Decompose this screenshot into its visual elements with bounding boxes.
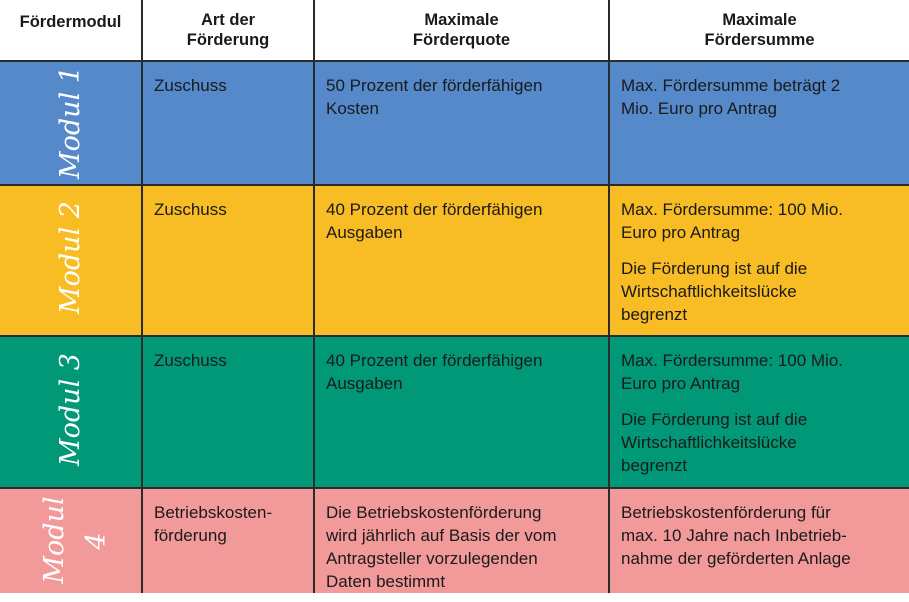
modul-4-summe-text: Betriebskostenförderung für max. 10 Jahre nach Inbetrieb- nahme der geförderten Anlage (621, 503, 851, 568)
header-maximale-foerderquote (315, 0, 608, 60)
table-header-row (0, 0, 909, 62)
table-row-modul-3 (0, 337, 909, 489)
header-art-der-foerderung (143, 0, 313, 60)
modul-2-summe-text-1: Max. Fördersumme: 100 Mio. Euro pro Antrag (621, 200, 844, 242)
modul-2-summe-text-2: Die Förderung ist auf die Wirtschaftlichkeitslücke begrenzt (621, 259, 808, 324)
modul-4-quote (326, 489, 606, 593)
modul-2-summe (621, 186, 906, 326)
header-foerdermodul (0, 0, 141, 60)
modul-4-summe (621, 489, 906, 570)
modul-3-summe (621, 337, 906, 477)
modul-1-quote-text: 50 Prozent der förderfähigen Kosten (326, 76, 543, 118)
header-summe-line1: Maximale (722, 11, 797, 29)
modul-2-label: Modul 2 (55, 201, 86, 314)
modul-1-art (154, 62, 309, 97)
modul-4-art (154, 489, 309, 547)
header-summe-line2: Fördersumme (704, 31, 815, 49)
modul-4-number: 4 (81, 532, 112, 550)
modul-2-art-text: Zuschuss (154, 200, 227, 219)
table-row-modul-4 (0, 489, 909, 593)
modul-4-label: Modul (39, 496, 70, 584)
header-quote-line1: Maximale (424, 11, 499, 29)
column-divider-3 (608, 0, 610, 593)
modul-1-summe-text: Max. Fördersumme beträgt 2 Mio. Euro pro Antrag (621, 76, 841, 118)
header-art-line1: Art der (200, 11, 256, 29)
modul-4-art-text: Betriebskosten- förderung (154, 503, 273, 545)
modul-2-quote (326, 186, 606, 244)
modul-3-summe-text-2: Die Förderung ist auf die Wirtschaftlichkeitslücke begrenzt (621, 410, 808, 475)
modul-1-label: Modul 1 (55, 66, 86, 179)
modul-1-quote (326, 62, 606, 120)
header-quote-line2: Förderquote (412, 31, 511, 49)
modul-3-quote (326, 337, 606, 395)
header-maximale-foerdersumme (610, 0, 909, 60)
table-row-modul-1 (0, 62, 909, 186)
modul-4-quote-text: Die Betriebskostenförderung wird jährlich auf Basis der vom Antragsteller vorzulegenden Daten bestimmt (326, 503, 557, 591)
header-foerdermodul-text: Fördermodul (19, 13, 122, 31)
header-art-line2: Förderung (186, 31, 270, 49)
modul-1-summe (621, 62, 906, 120)
modul-3-label: Modul 3 (55, 353, 86, 466)
modul-3-quote-text: 40 Prozent der förderfähigen Ausgaben (326, 351, 543, 393)
column-divider-2 (313, 0, 315, 593)
table-row-modul-2 (0, 186, 909, 337)
modul-1-art-text: Zuschuss (154, 76, 227, 95)
modul-2-art (154, 186, 309, 221)
modul-3-art (154, 337, 309, 372)
modul-2-quote-text: 40 Prozent der förderfähigen Ausgaben (326, 200, 543, 242)
modul-3-summe-text-1: Max. Fördersumme: 100 Mio. Euro pro Antrag (621, 351, 844, 393)
column-divider-1 (141, 0, 143, 593)
modul-3-art-text: Zuschuss (154, 351, 227, 370)
